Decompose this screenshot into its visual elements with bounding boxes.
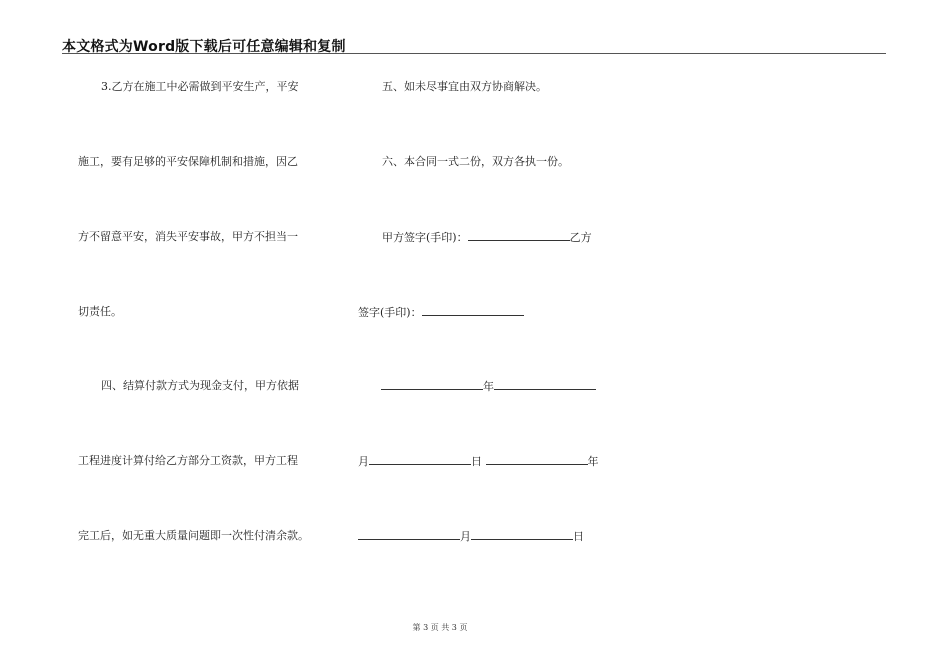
header-divider — [62, 53, 886, 54]
document-header-title: 本文格式为Word版下载后可任意编辑和复制 — [62, 39, 346, 55]
year-label: 年 — [483, 380, 494, 393]
date-blank[interactable] — [494, 379, 596, 390]
month-label: 月 — [358, 455, 369, 468]
date-line-2 — [358, 454, 599, 469]
year-label: 年 — [587, 455, 599, 468]
left-paragraph-line-4: 切责任。 — [78, 305, 122, 318]
party-a-signature-blank[interactable] — [468, 230, 570, 241]
party-b-sign-label: 签字(手印)： — [358, 306, 422, 319]
party-a-signature-line — [382, 230, 592, 245]
date-blank[interactable] — [369, 454, 471, 465]
left-paragraph-line-1: 3.乙方在施工中必需做到平安生产，平安 — [101, 80, 299, 93]
date-blank[interactable] — [471, 529, 573, 540]
date-blank[interactable] — [486, 454, 588, 465]
left-paragraph-line-3: 方不留意平安，消失平安事故，甲方不担当一 — [78, 230, 298, 243]
left-paragraph-line-6: 工程进度计算付给乙方部分工资款，甲方工程 — [78, 454, 298, 467]
party-a-sign-label: 甲方签字(手印)： — [382, 231, 468, 244]
party-b-signature-line — [358, 305, 524, 320]
day-label: 日 — [573, 530, 584, 543]
left-paragraph-line-5: 四、结算付款方式为现金支付，甲方依据 — [101, 379, 299, 392]
date-blank[interactable] — [358, 529, 460, 540]
date-line-1 — [381, 379, 596, 394]
left-paragraph-line-2: 施工，要有足够的平安保障机制和措施，因乙 — [78, 155, 298, 168]
clause-six: 六、本合同一式二份，双方各执一份。 — [382, 155, 569, 168]
day-label: 日 — [471, 455, 482, 468]
left-paragraph-line-7: 完工后，如无重大质量问题即一次性付清余款。 — [78, 529, 309, 542]
clause-five: 五、如未尽事宜由双方协商解决。 — [382, 80, 547, 93]
page-number-footer: 第 3 页 共 3 页 — [412, 623, 468, 632]
date-line-3 — [358, 529, 584, 544]
month-label: 月 — [460, 530, 471, 543]
party-b-signature-blank[interactable] — [422, 305, 524, 316]
party-b-label: 乙方 — [569, 231, 592, 244]
date-blank[interactable] — [381, 379, 483, 390]
